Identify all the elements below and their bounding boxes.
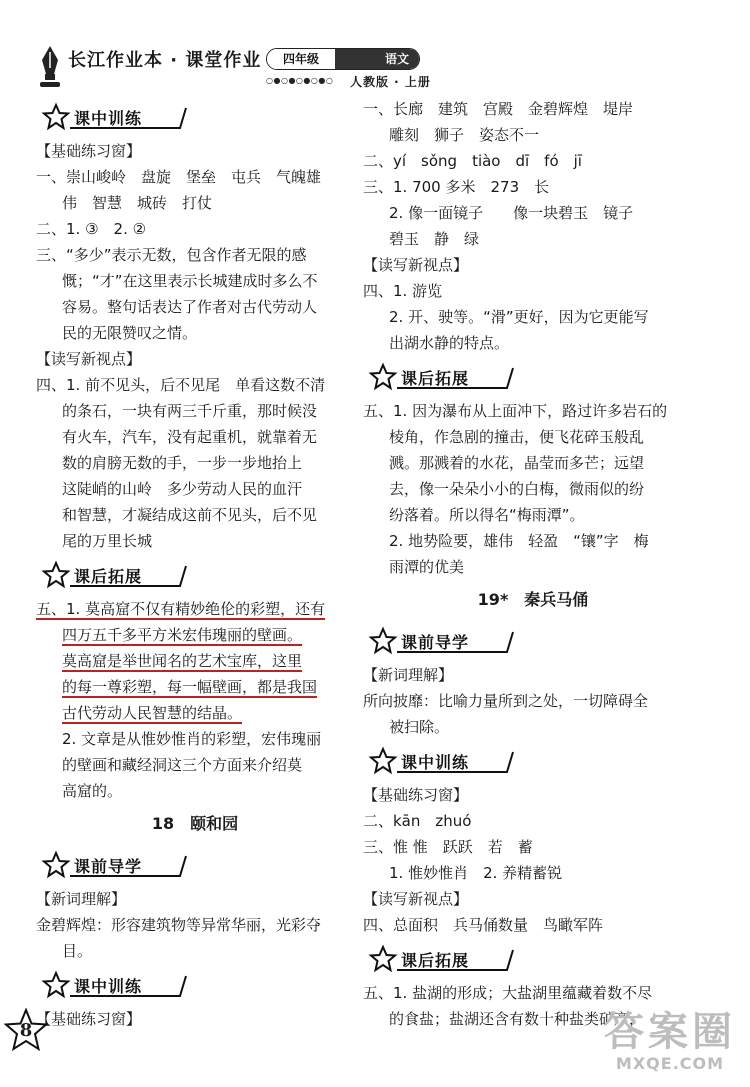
text-line: 一、长廊 建筑 宫殿 金碧辉煌 堤岸 (363, 100, 634, 118)
text-line: 一、崇山峻岭 盘旋 堡垒 屯兵 气魄雄 (36, 168, 322, 186)
text-line: 二、kān zhuó (363, 812, 472, 830)
text-line: 三、惟 惟 跃跃 若 蓄 (363, 838, 533, 856)
text-line: 去，像一朵朵小小的白梅，微雨似的纷 (389, 480, 645, 498)
section-header-qiandao (363, 620, 703, 662)
text-line: 出湖水静的特点。 (389, 334, 510, 352)
text-line: 棱角，作急剧的撞击，便飞花碎玉般乱 (389, 428, 645, 446)
lesson-title-19: 19* 秦兵马俑 (477, 590, 589, 609)
text-line: 这陡峭的山岭 多少劳动人民的血汗 (62, 480, 303, 498)
text-line: 【基础练习窗】 (36, 142, 142, 160)
text-line: 三、1. 700 多米 273 长 (363, 178, 550, 196)
text-line: 五、1. 因为瀑布从上面冲下，路过许多岩石的 (363, 402, 668, 420)
section-badge: 课后拓展 (367, 944, 517, 974)
pen-nib-logo-icon (36, 44, 64, 90)
text-line: 【基础练习窗】 (363, 786, 469, 804)
text-line: 数的肩膀无数的手，一步一步地抬上 (62, 454, 303, 472)
text-line: 四、1. 前不见头，后不见尾 单看这数不清 (36, 376, 326, 394)
section-badge: 课中训练 (40, 102, 190, 132)
text-line: 【新词理解】 (36, 890, 127, 908)
text-line: 五、1. 盐湖的形成；大盐湖里蕴藏着数不尽 (363, 984, 653, 1002)
text-line: 有火车，汽车，没有起重机，就靠着无 (62, 428, 318, 446)
text-line: 溅。那溅着的水花，晶莹而多芒；远望 (389, 454, 645, 472)
text-line: 的壁画和藏经洞这三个方面来介绍莫 (62, 756, 303, 774)
text-line: 五、1. 莫高窟不仅有精妙绝伦的彩塑，还有 (36, 600, 326, 618)
text-line: 【新词理解】 (363, 666, 454, 684)
section-header-zhongxun (36, 96, 354, 138)
text-line: 【基础练习窗】 (36, 1010, 142, 1028)
text-line: 所向披靡：比喻力量所到之处，一切障碍全 (363, 692, 649, 710)
section-badge: 课前导学 (367, 626, 517, 656)
text-line: 和智慧，才凝结成这前不见头，后不见 (62, 506, 318, 524)
section-header-qiandao (36, 844, 354, 886)
text-line: 古代劳动人民智慧的结晶。 (62, 704, 243, 722)
lesson-title-18: 18 颐和园 (151, 814, 239, 833)
text-line: 容易。整句话表达了作者对古代劳动人 (62, 298, 318, 316)
site-watermark: 答案圈 MXQE.COM (604, 1009, 736, 1073)
text-line: 四万五千多平方米宏伟瑰丽的壁画。 (62, 626, 303, 644)
subject-label: 语文 (335, 49, 419, 69)
text-line: 1. 惟妙惟肖 2. 养精蓄锐 (389, 864, 563, 882)
text-line: 尾的万里长城 (62, 532, 153, 550)
text-line: 被扫除。 (389, 718, 450, 736)
section-badge: 课中训练 (40, 970, 190, 1000)
text-line: 雕刻 狮子 姿态不一 (389, 126, 540, 144)
text-line: 高窟的。 (62, 782, 123, 800)
text-line: 金碧辉煌：形容建筑物等异常华丽，光彩夺 (36, 916, 322, 934)
page-header (30, 40, 720, 100)
left-column (36, 96, 354, 1032)
text-line: 四、总面积 兵马俑数量 鸟瞰军阵 (363, 916, 604, 934)
text-line: 雨潭的优美 (389, 558, 465, 576)
text-line: 的每一尊彩塑，每一幅壁画，都是我国 (62, 678, 318, 696)
text-line: 【读写新视点】 (36, 350, 142, 368)
text-line: 二、yí sǒng tiào dī fó jī (363, 152, 582, 170)
text-line: 四、1. 游览 (363, 282, 443, 300)
book-title: 长江作业本 · 课堂作业 (68, 50, 262, 71)
section-badge: 课后拓展 (367, 362, 517, 392)
section-header-houtuo (363, 356, 703, 398)
text-line: 慨；“才”在这里表示长城建成时多么不 (62, 272, 318, 290)
text-line: 二、1. ③ 2. ② (36, 220, 147, 238)
text-line: 的食盐；盐湖还含有数十种盐类矿产， (389, 1010, 645, 1028)
text-line: 2. 像一面镜子 像一块碧玉 镜子 (389, 204, 634, 222)
section-badge: 课前导学 (40, 850, 190, 880)
section-header-houtuo (36, 554, 354, 596)
text-line: 碧玉 静 绿 (389, 230, 480, 248)
text-line: 纷落着。所以得名“梅雨潭”。 (389, 506, 585, 524)
text-line: 民的无限赞叹之情。 (62, 324, 198, 342)
section-badge: 课中训练 (367, 746, 517, 776)
header-dots: ○●○●○●○●○ (266, 76, 334, 85)
text-line: 2. 文章是从惟妙惟肖的彩塑，宏伟瑰丽 (62, 730, 322, 748)
section-header-zhongxun (363, 740, 703, 782)
text-line: 目。 (62, 942, 93, 960)
text-line: 2. 地势险要，雄伟 轻盈 “镶”字 梅 (389, 532, 649, 550)
text-line: 2. 开、驶等。“滑”更好，因为它更能写 (389, 308, 649, 326)
text-line: 伟 智慧 城砖 打仗 (62, 194, 213, 212)
section-header-zhongxun (36, 964, 354, 1006)
right-column (363, 96, 703, 1032)
page-number: 8 (19, 1020, 33, 1041)
section-badge: 课后拓展 (40, 560, 190, 590)
text-line: 的条石，一块有两三千斤重，那时候没 (62, 402, 318, 420)
text-line: 【读写新视点】 (363, 256, 469, 274)
text-line: 【读写新视点】 (363, 890, 469, 908)
grade-subject-tag (266, 48, 420, 70)
section-header-houtuo (363, 938, 703, 980)
text-line: 三、“多少”表示无数，包含作者无限的感 (36, 246, 307, 264)
text-line: 莫高窟是举世闻名的艺术宝库，这里 (62, 652, 303, 670)
grade-label: 四年级 (267, 49, 335, 69)
edition-label: 人教版 · 上册 (350, 75, 431, 89)
